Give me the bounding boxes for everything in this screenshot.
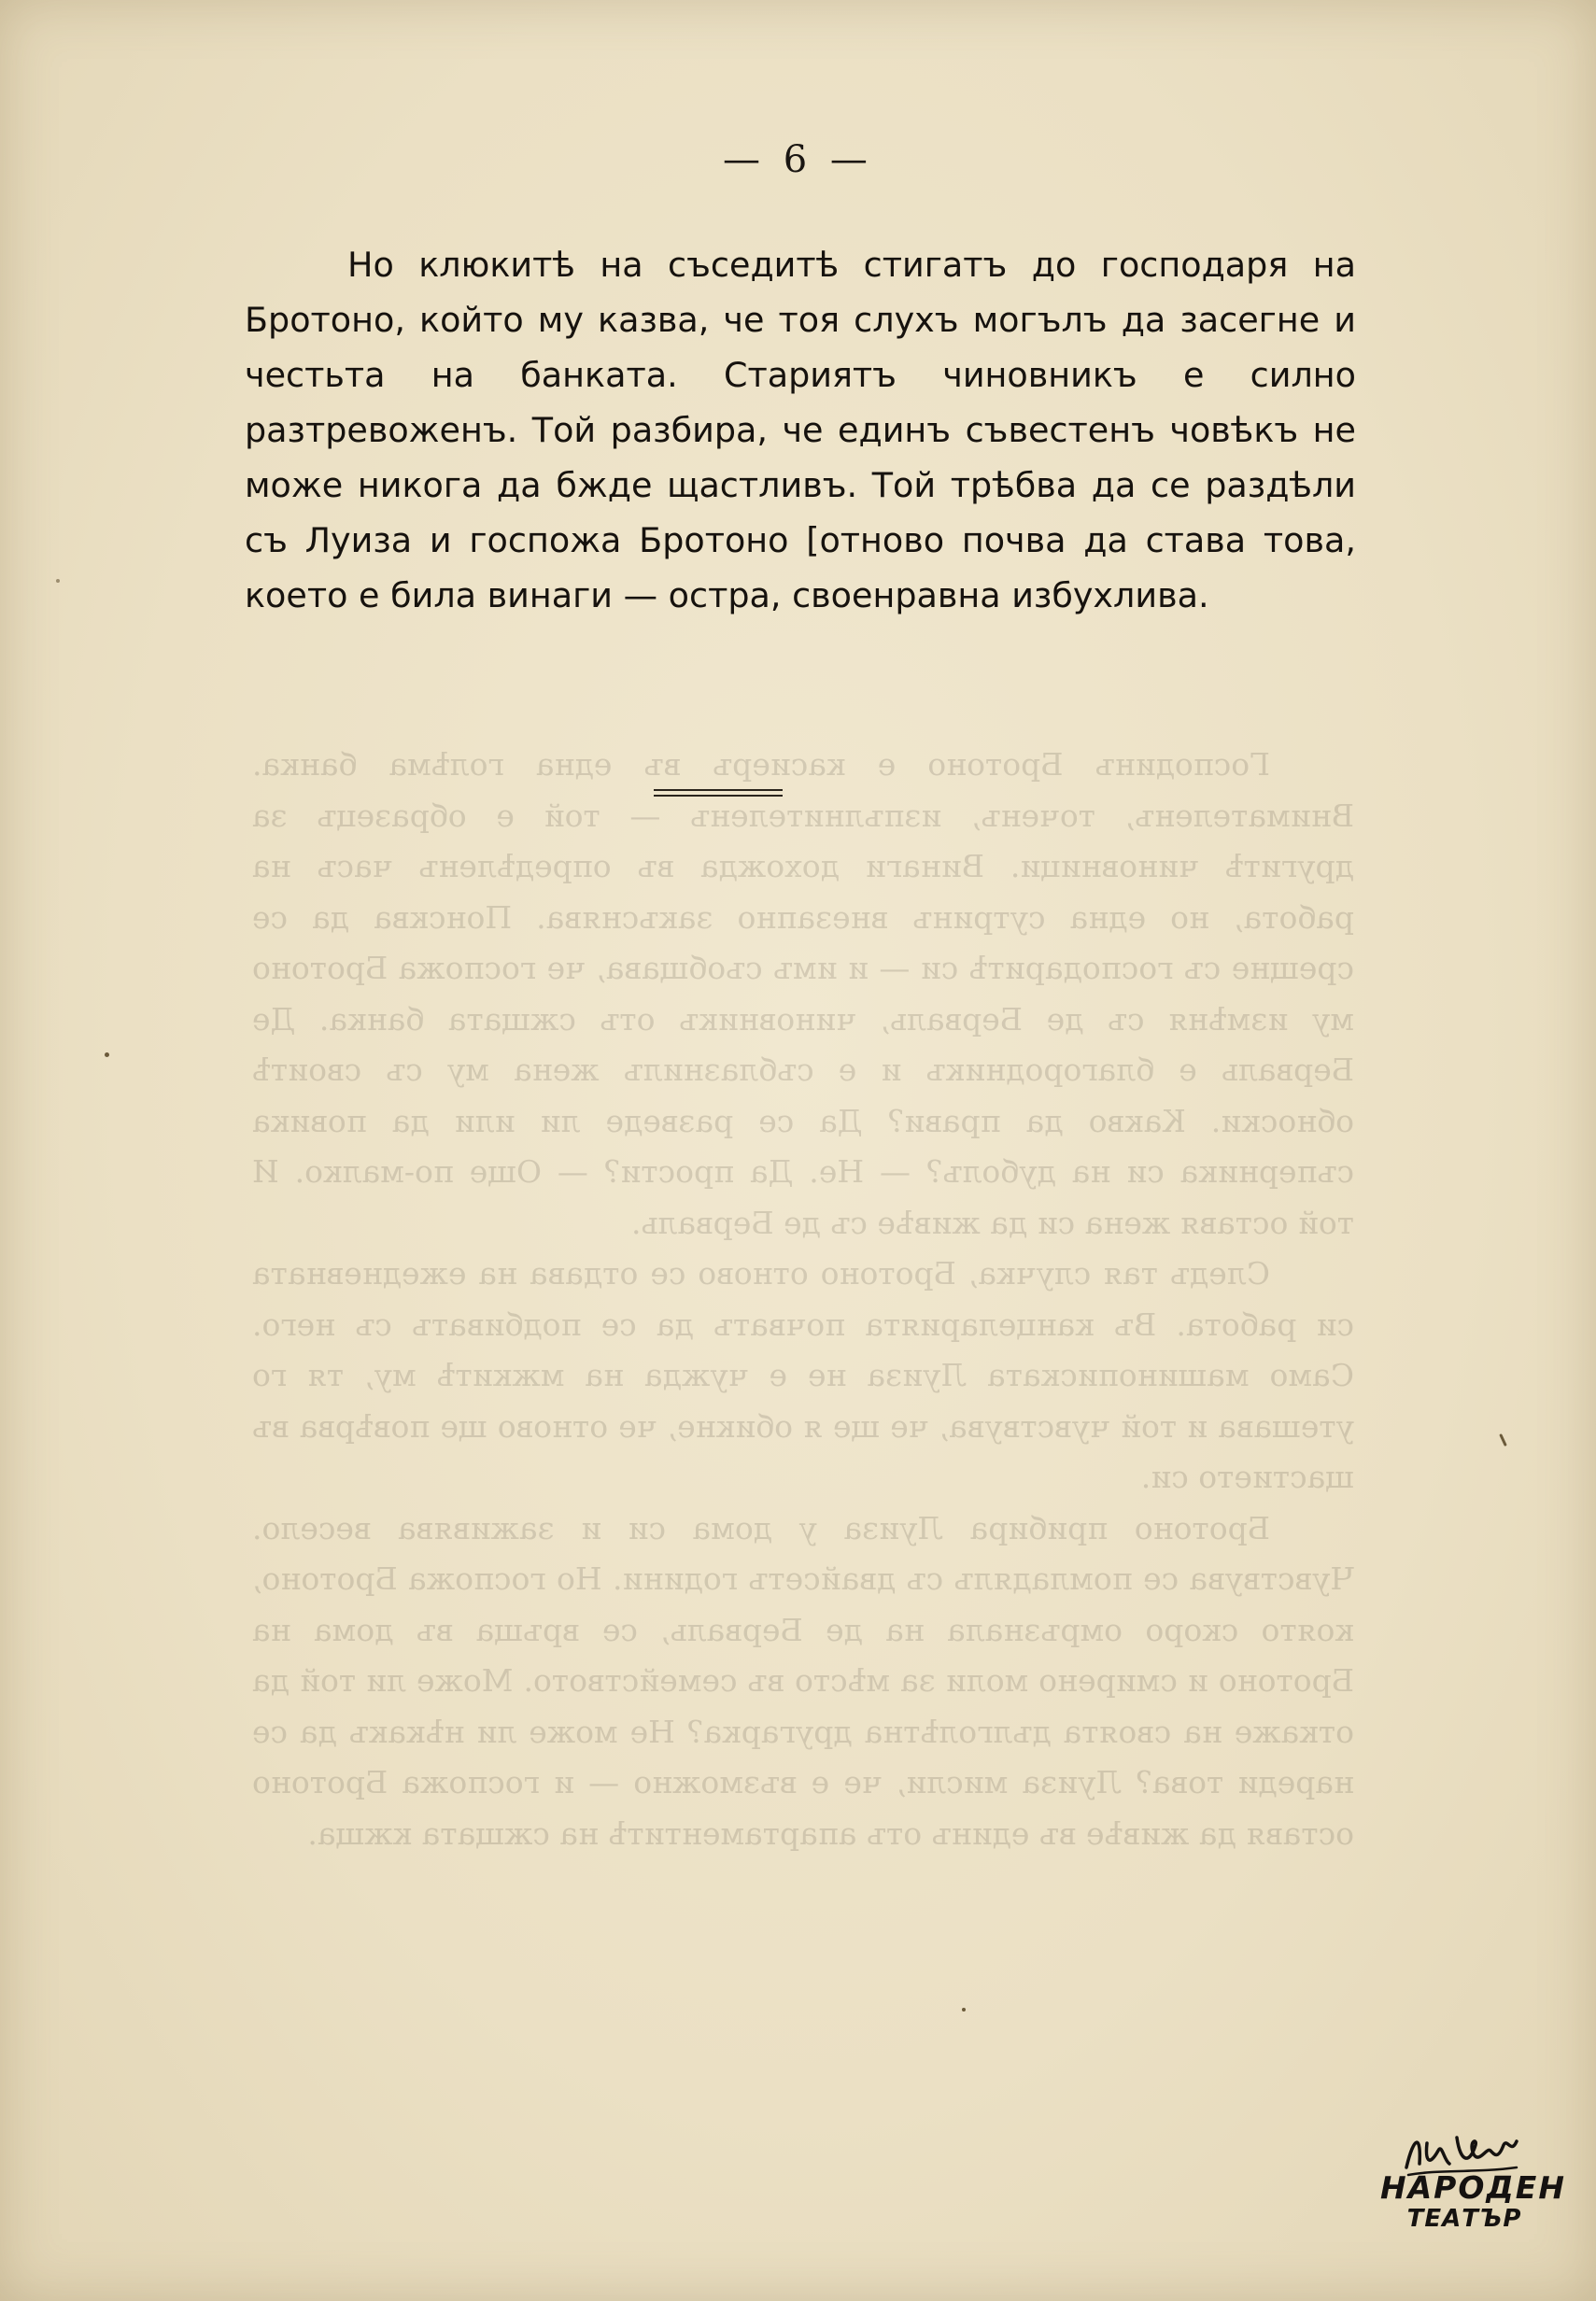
bleed-paragraph-3: Бротоно прибира Луиза у дома си и заживява весело. Чувствува се помладялъ съ двайсетъ години. Но госпожа Бротоно, която скоро омръзнала на де Берваль, се връща въ дома на Бротоно и смирено моли за мѣсто въ семейството. Може ли той да откаже на своята дълголѣтна другарка? Не може ли нѣкакъ да се нареди това? Луиза мисли, че е възможно — и госпожа Бротоно оставя да живѣе въ единъ отъ апартаментитѣ на сжщата кжща.	[252, 1509, 1354, 1852]
dust-speck	[56, 579, 60, 583]
theatre-stamp	[1380, 2125, 1566, 2237]
main-text-block	[245, 237, 1356, 623]
main-paragraph: Но клюкитѣ на съседитѣ стигатъ до господаря на Бротоно, който му казва, че тоя слухъ могълъ да засегне и честьта на банката. Стариятъ чиновникъ е силно разтревоженъ. Той разбира, че единъ съвестенъ човѣкъ не може никога да бжде щастливъ. Той трѣбва да се раздѣли съ Луиза и госпожа Бротоно [отново почва да става това, което е била винаги — остра, своенравна избухлива.	[245, 245, 1356, 615]
stamp-line-2: ТЕАТЪР	[1406, 2205, 1522, 2233]
page-number: — 6 —	[723, 138, 873, 181]
bleed-through-text	[252, 740, 1354, 1859]
dust-speck	[962, 2008, 966, 2012]
bleed-paragraph-1: Господинъ Бротоно е касиеръ въ една голѣма банка. Внимателенъ, точенъ, изпълнителенъ — той е образецъ за другитѣ чиновници. Винаги дохожда въ опредѣленъ часъ на работа, но една сутринъ внезапно закъснява. Понсква да се срещне съ господаритѣ си — и имъ съобщава, че госпожа Бротоно му измѣня съ де Берваль, чиновникъ отъ сжщата банка. Де Берваль е благородникъ и е съблазнилъ жена му съ своитѣ обноски. Какво да прави? Да се разведе ли или да повика съперника си на дуболъ? — Не. Да прости? — Още по-малко. И той оставя жена си да живѣе съ де Берваль.	[252, 746, 1354, 1241]
pencil-underline	[654, 795, 783, 797]
bleed-paragraph-2: Следъ тая случка, Бротоно отново се отдава на ежедневната си работа. Въ канцеларията почватъ да се подбиватъ съ него. Само машинописката Луиза не е чужда на мжкитѣ му, тя го утешава и той чувствува, че ще я обикне, че отново ще повѣрва въ щастието си.	[252, 1255, 1354, 1495]
stamp-line-1: НАРОДЕН	[1380, 2169, 1566, 2206]
pencil-underline	[654, 789, 783, 791]
dust-speck	[105, 1052, 109, 1057]
